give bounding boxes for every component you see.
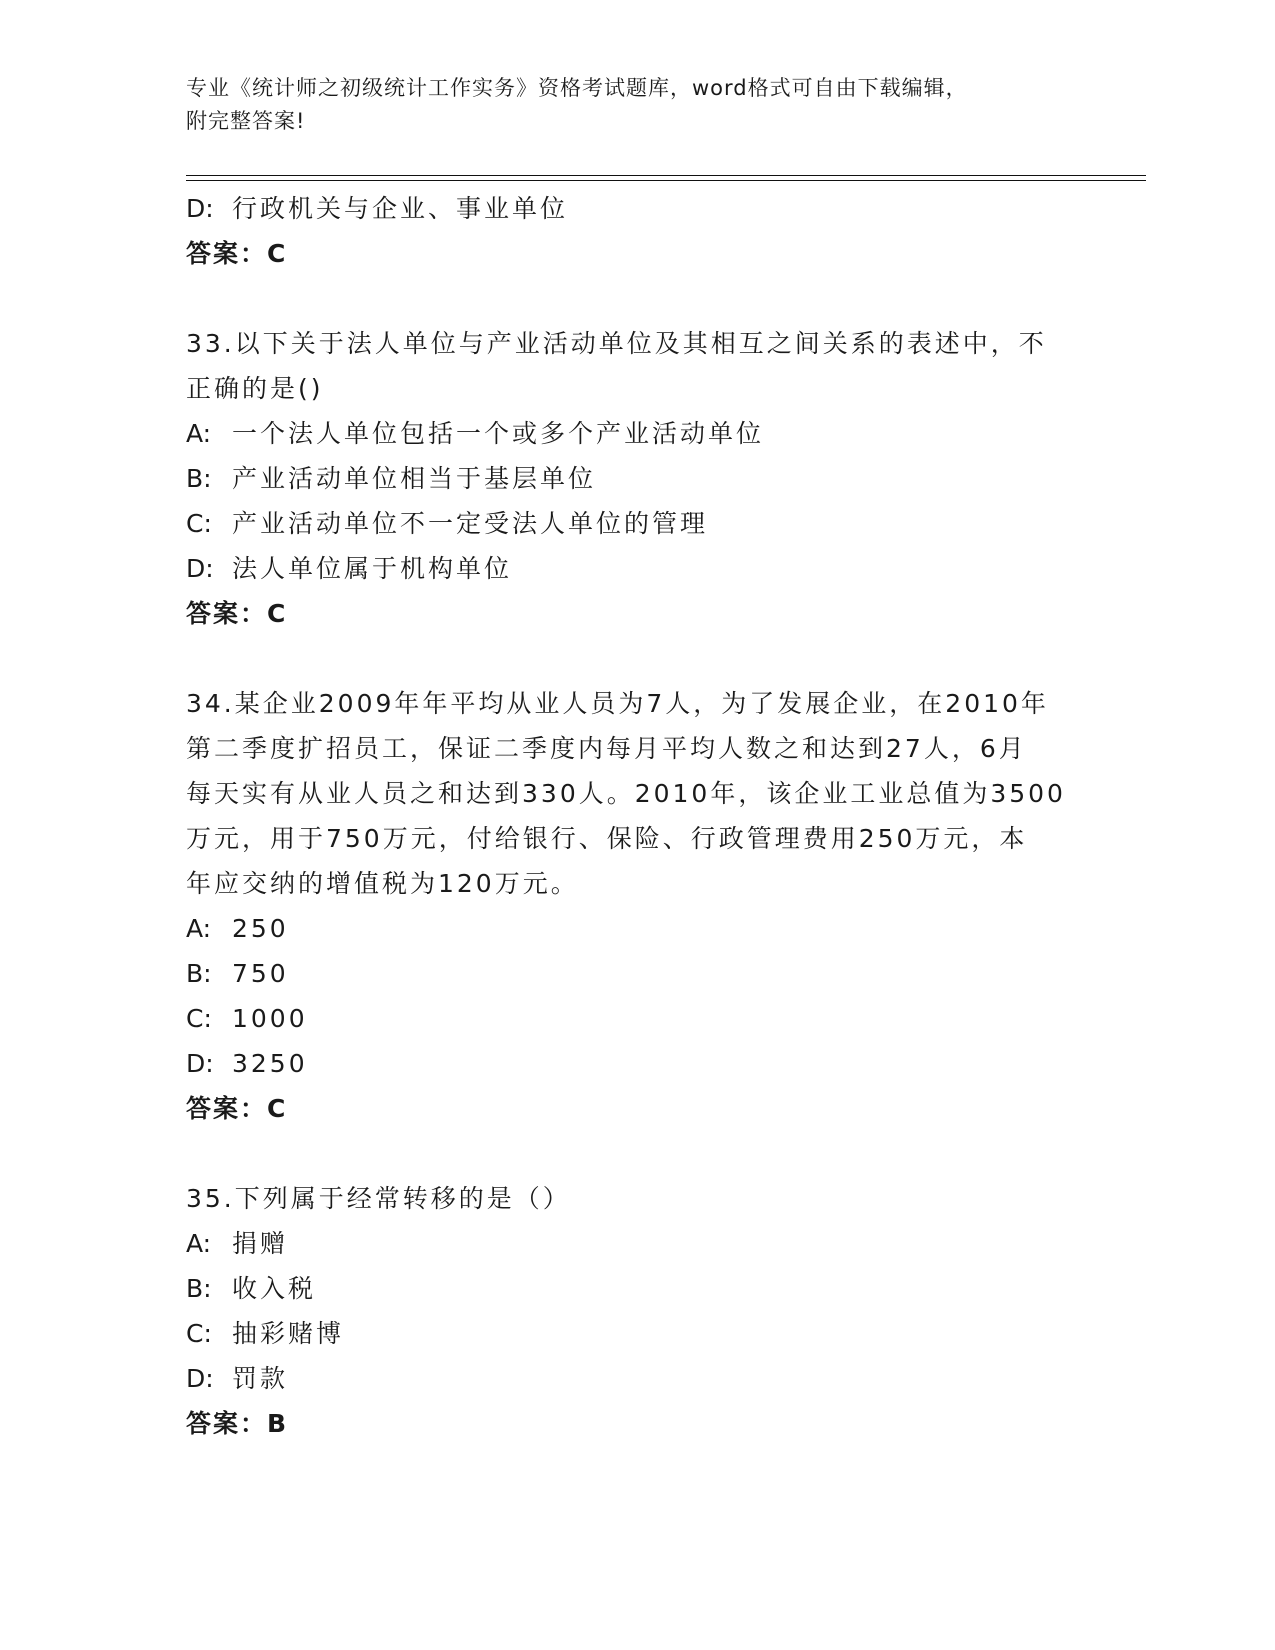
q35-stem: 35.下列属于经常转移的是（） — [186, 1184, 571, 1213]
option-letter: D: — [186, 1364, 214, 1393]
option-text: 一个法人单位包括一个或多个产业活动单位 — [232, 419, 765, 448]
q34-stem-line-3: 每天实有从业人员之和达到330人。2010年，该企业工业总值为3500 — [186, 779, 1066, 808]
header-divider-bottom — [186, 180, 1146, 181]
q34-stem-line-1: 34.某企业2009年年平均从业人员为7人，为了发展企业，在2010年 — [186, 689, 1049, 718]
option-text: 3250 — [232, 1049, 308, 1078]
q34-option-a — [186, 906, 1086, 951]
option-letter: A: — [186, 1229, 212, 1258]
q35-option-c — [186, 1311, 1086, 1356]
option-text: 罚款 — [232, 1364, 289, 1393]
q34-option-b — [186, 951, 1086, 996]
prev-answer: 答案：C — [186, 239, 288, 268]
option-letter: D: — [186, 194, 214, 223]
question-content — [186, 186, 1086, 1446]
option-letter: B: — [186, 464, 212, 493]
option-text: 750 — [232, 959, 289, 988]
q33-option-c — [186, 501, 1086, 546]
q33-answer: 答案：C — [186, 599, 288, 628]
q34-answer: 答案：C — [186, 1094, 288, 1123]
option-letter: C: — [186, 509, 212, 538]
q34-stem-line-5: 年应交纳的增值税为120万元。 — [186, 869, 579, 898]
spacer — [186, 276, 1086, 321]
option-letter: D: — [186, 554, 214, 583]
option-letter: D: — [186, 1049, 214, 1078]
option-text: 行政机关与企业、事业单位 — [232, 194, 569, 223]
option-text: 收入税 — [232, 1274, 317, 1303]
option-letter: A: — [186, 419, 212, 448]
q34-option-d — [186, 1041, 1086, 1086]
prev-option-d — [186, 186, 1086, 231]
option-text: 1000 — [232, 1004, 308, 1033]
option-letter: A: — [186, 914, 212, 943]
option-letter: C: — [186, 1319, 212, 1348]
option-text: 抽彩赌博 — [232, 1319, 345, 1348]
option-text: 产业活动单位相当于基层单位 — [232, 464, 597, 493]
option-text: 250 — [232, 914, 289, 943]
q33-stem-line-1: 33.以下关于法人单位与产业活动单位及其相互之间关系的表述中，不 — [186, 329, 1047, 358]
spacer — [186, 636, 1086, 681]
spacer — [186, 1131, 1086, 1176]
q35-option-b — [186, 1266, 1086, 1311]
q34-stem-line-2: 第二季度扩招员工，保证二季度内每月平均人数之和达到27人，6月 — [186, 734, 1027, 763]
option-letter: C: — [186, 1004, 212, 1033]
q33-stem-line-2: 正确的是() — [186, 374, 324, 403]
header-line-1: 专业《统计师之初级统计工作实务》资格考试题库，word格式可自由下载编辑， — [186, 76, 968, 100]
q34-stem-line-4: 万元，用于750万元，付给银行、保险、行政管理费用250万元，本 — [186, 824, 1028, 853]
header-line-2: 附完整答案! — [186, 109, 306, 133]
option-text: 法人单位属于机构单位 — [232, 554, 513, 583]
q35-answer: 答案：B — [186, 1409, 289, 1438]
option-text: 捐赠 — [232, 1229, 289, 1258]
q35-option-d — [186, 1356, 1086, 1401]
header-divider-top — [186, 175, 1146, 176]
q33-option-a — [186, 411, 1086, 456]
option-letter: B: — [186, 959, 212, 988]
q33-option-b — [186, 456, 1086, 501]
option-letter: B: — [186, 1274, 212, 1303]
option-text: 产业活动单位不一定受法人单位的管理 — [232, 509, 709, 538]
document-header — [186, 72, 1066, 138]
q33-option-d — [186, 546, 1086, 591]
q35-option-a — [186, 1221, 1086, 1266]
q34-option-c — [186, 996, 1086, 1041]
